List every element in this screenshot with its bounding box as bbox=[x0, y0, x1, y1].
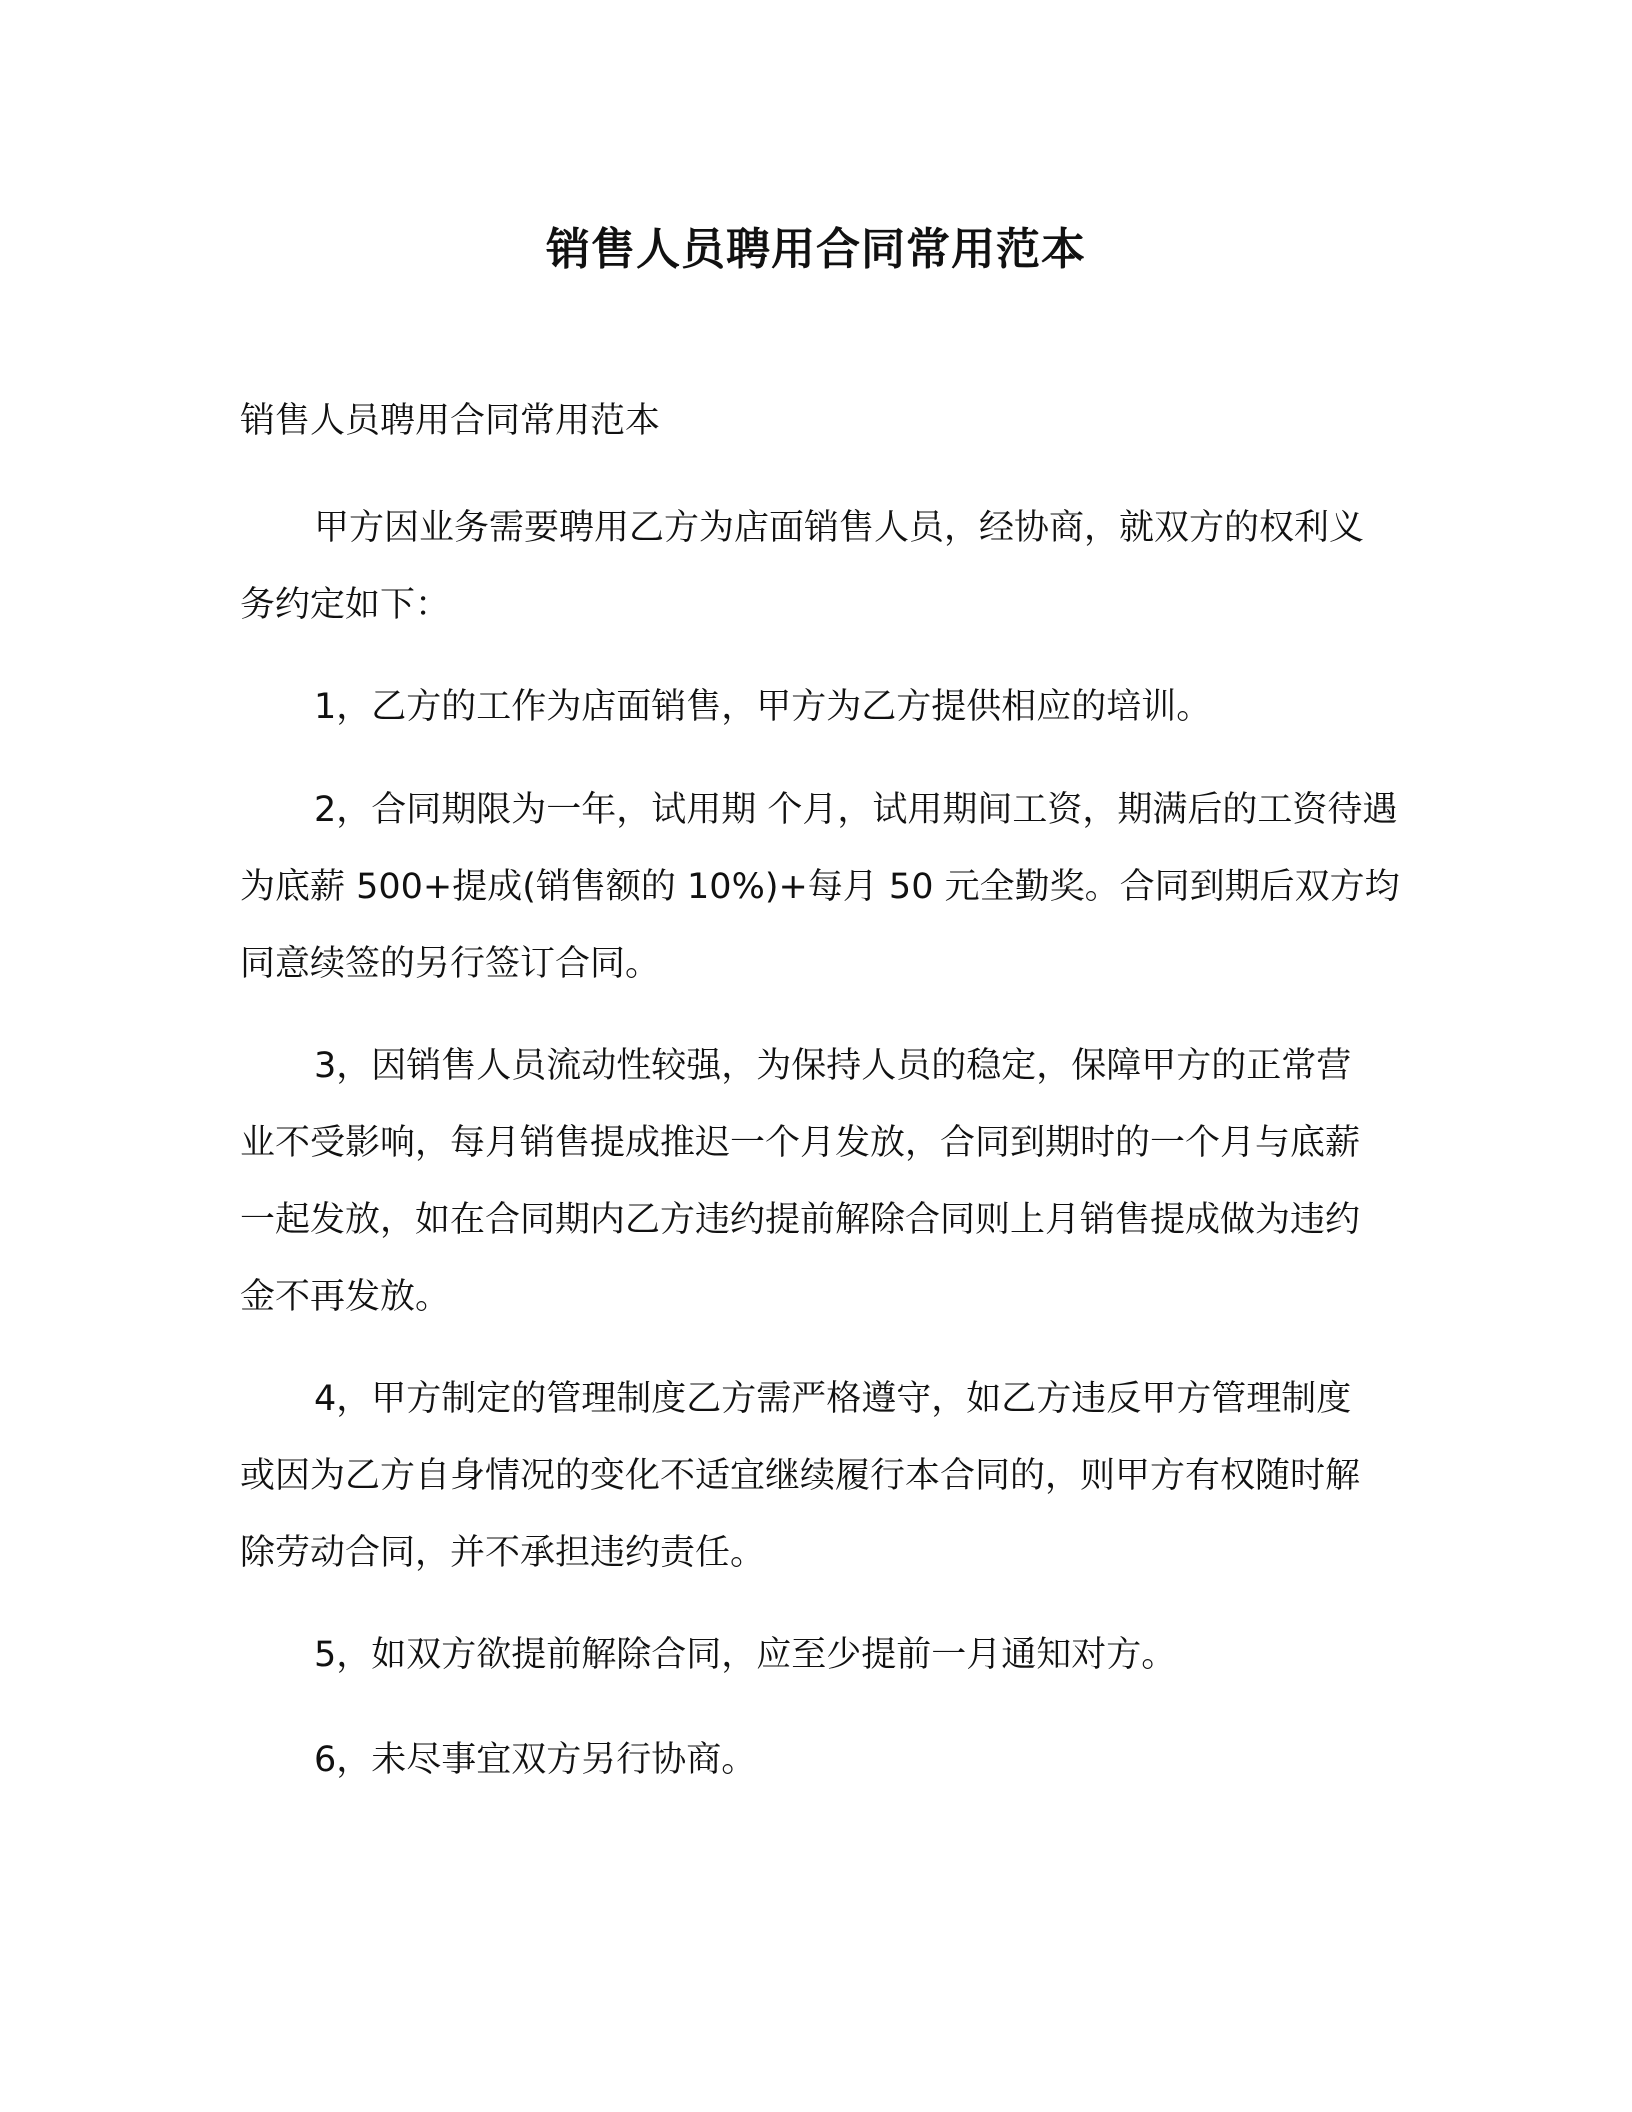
clause-5: 5，如双方欲提前解除合同，应至少提前一月通知对方。 bbox=[314, 1635, 1177, 1675]
clause-1: 1，乙方的工作为店面销售，甲方为乙方提供相应的培训。 bbox=[314, 687, 1212, 727]
clause-6: 6，未尽事宜双方另行协商。 bbox=[314, 1740, 757, 1780]
clause-4: 4，甲方制定的管理制度乙方需严格遵守，如乙方违反甲方管理制度或因为乙方自身情况的变化不适宜继续履行本合同的，则甲方有权随时解除劳动合同，并不承担违约责任。 bbox=[240, 1379, 1361, 1573]
clause-2: 2，合同期限为一年，试用期 个月，试用期间工资，期满后的工资待遇为底薪 500+提成(销售额的 10%)+每月 50 元全勤奖。合同到期后双方均同意续签的另行签订合同。 bbox=[240, 790, 1400, 984]
document-title: 销售人员聘用合同常用范本 bbox=[546, 224, 1086, 275]
document-subtitle: 销售人员聘用合同常用范本 bbox=[240, 401, 661, 441]
intro-paragraph: 甲方因业务需要聘用乙方为店面销售人员，经协商，就双方的权利义务约定如下： bbox=[240, 508, 1365, 625]
clause-3: 3，因销售人员流动性较强，为保持人员的稳定，保障甲方的正常营业不受影响，每月销售提成推迟一个月发放，合同到期时的一个月与底薪一起发放，如在合同期内乙方违约提前解除合同则上月销售提成做为违约金不再发放。 bbox=[240, 1046, 1361, 1317]
